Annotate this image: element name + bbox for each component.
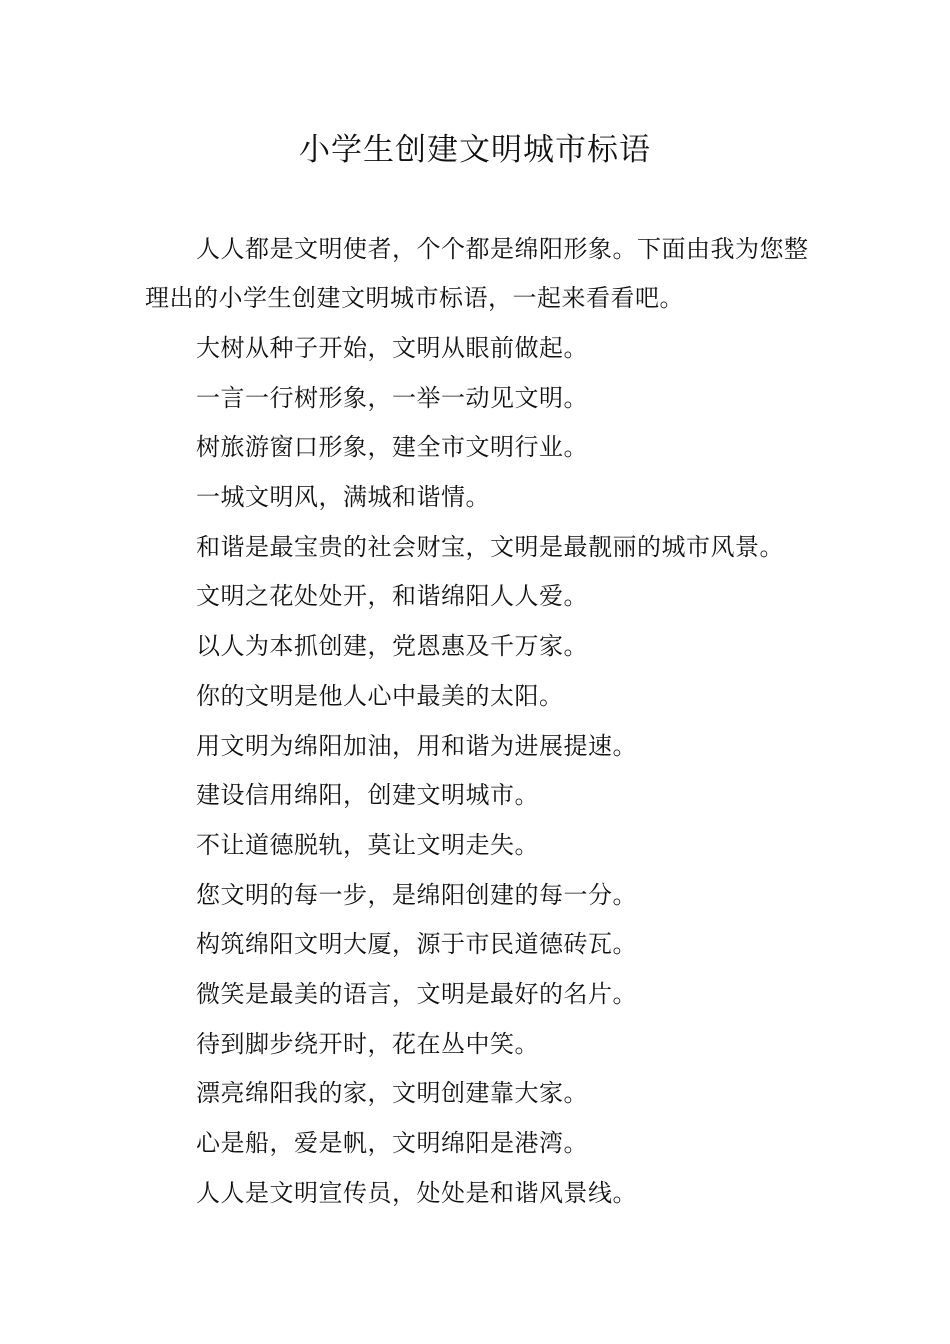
slogan-item: 大树从种子开始，文明从眼前做起。 bbox=[196, 334, 588, 362]
slogan-item: 心是船，爱是帆，文明绵阳是港湾。 bbox=[196, 1129, 588, 1157]
slogan-item: 建设信用绵阳，创建文明城市。 bbox=[196, 781, 539, 810]
slogan-item: 微笑是最美的语言，文明是最好的名片。 bbox=[196, 979, 637, 1008]
slogan-item: 漂亮绵阳我的家，文明创建靠大家。 bbox=[196, 1079, 588, 1108]
slogan-item: 构筑绵阳文明大厦，源于市民道德砖瓦。 bbox=[196, 930, 637, 959]
slogan-item: 文明之花处处开，和谐绵阳人人爱。 bbox=[196, 582, 588, 611]
slogan-item: 一城文明风，满城和谐情。 bbox=[196, 483, 490, 512]
slogan-item: 你的文明是他人心中最美的太阳。 bbox=[196, 681, 564, 710]
intro-paragraph: 人人都是文明使者，个个都是绵阳形象。下面由我为您整理出的小学生创建文明城市标语，一起来看看吧。 bbox=[145, 235, 809, 312]
slogan-item: 不让道德脱轨，莫让文明走失。 bbox=[196, 830, 539, 859]
slogan-item: 一言一行树形象，一举一动见文明。 bbox=[196, 383, 588, 412]
slogan-item: 人人是文明宣传员，处处是和谐风景线。 bbox=[196, 1178, 637, 1207]
slogan-item: 树旅游窗口形象，建全市文明行业。 bbox=[196, 433, 588, 462]
slogan-item: 以人为本抓创建，党恩惠及千万家。 bbox=[196, 632, 588, 661]
slogan-list bbox=[196, 324, 836, 1218]
document-title: 小学生创建文明城市标语 bbox=[299, 132, 651, 168]
slogan-item: 用文明为绵阳加油，用和谐为进展提速。 bbox=[196, 731, 637, 760]
slogan-item: 您文明的每一步，是绵阳创建的每一分。 bbox=[196, 880, 637, 909]
slogan-item: 待到脚步绕开时，花在丛中笑。 bbox=[196, 1029, 539, 1058]
slogan-item: 和谐是最宝贵的社会财宝，文明是最靓丽的城市风景。 bbox=[196, 532, 784, 561]
